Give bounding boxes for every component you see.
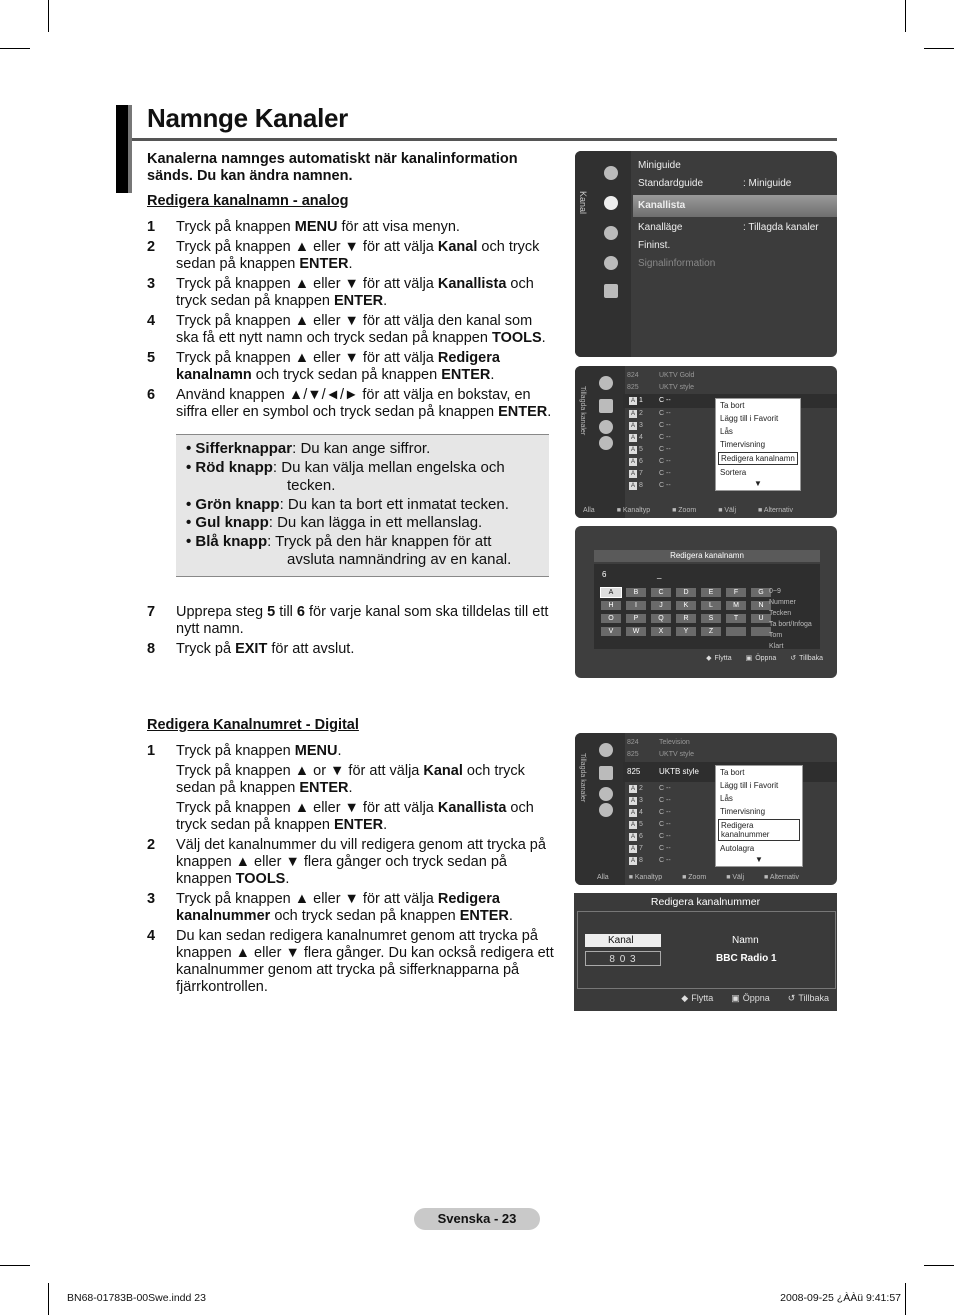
step-number: 2 [147,239,156,255]
step-text: Tryck på knappen ▲ eller ▼ för att välja den kanal som ska få ett nytt namn och tryck sedan på knappen TOOLS. [176,313,546,346]
menu-item[interactable] [633,195,837,217]
list-name: C -- [659,470,671,477]
key[interactable]: U [751,614,771,623]
step [147,837,557,888]
list-number: 2 [639,410,643,417]
list-name: Television [659,739,690,746]
footer-hint: Alla [583,507,595,514]
step [147,387,557,421]
crop-mark [0,48,30,49]
tools-popup[interactable] [715,765,803,867]
footer-hint: ■ Välj [726,874,745,881]
crop-mark [924,1265,954,1266]
list-header-row [627,370,837,382]
step-number: 1 [147,219,156,235]
bullet-text: : Du kan ta bort ett inmatat tecken. [279,495,509,513]
input-icon [604,256,618,270]
key[interactable]: I [626,601,646,610]
step [147,928,557,996]
menu-item-label: Signalinformation [638,258,716,269]
step-text: Tryck på knappen MENU. Tryck på knappen ▲ or ▼ för att välja Kanal och tryck sedan på knappen ENTER. Tryck på knappen ▲ eller ▼ för att välja Kanallista och tryck sedan på knappen ENTER. [176,743,534,833]
analog-badge: A [630,447,635,453]
step-number: 4 [147,313,156,329]
list-side-label: Tillagda kanaler [579,753,586,803]
analog-heading: Redigera kanalnamn - analog [147,193,349,209]
key[interactable]: D [676,588,696,597]
menu-item[interactable] [633,255,837,273]
crop-mark [905,0,906,32]
key[interactable]: K [676,601,696,610]
number-editor-screen [574,893,837,1011]
bullet-text: : Du kan lägga in ett mellanslag. [268,514,483,531]
analog-badge: A [630,810,635,816]
list-side-label: Tillagda kanaler [579,386,586,436]
return-icon: ↺ [787,993,796,1003]
step-number: 7 [147,604,156,620]
list-number: 824 [627,372,639,379]
programmed-icon [599,803,613,817]
channel-list-screen-1 [575,366,837,518]
list-header-row [627,382,837,394]
footer-hint: ■ Zoom [682,874,707,881]
bullet-item [176,496,549,515]
analog-badge: A [630,822,635,828]
list-number: 825 [627,751,639,758]
key[interactable]: N [751,601,771,610]
key[interactable]: V [601,627,621,636]
nav-hint-label: Tillbaka [798,993,829,1003]
popup-item[interactable]: Redigera kanalnummer [718,819,800,841]
legend-item: Ta bort/Infoga [769,621,812,628]
list-number: 1 [639,397,643,404]
analog-badge: A [630,846,635,852]
list-name: C -- [659,397,671,404]
bullet-item [176,459,549,496]
step-text: Tryck på knappen ▲ eller ▼ för att välja Kanallista och tryck sedan på knappen ENTER. [176,276,534,309]
legend-item: 0~9 [769,588,781,595]
list-number: 8 [639,482,643,489]
list-name: UKTV style [659,384,695,391]
namn-label: Namn [732,935,759,946]
bullet-box [176,434,549,577]
list-header-row [627,749,837,761]
return-icon: ↺ [790,655,797,662]
analog-badge: A [630,483,635,489]
name-value[interactable]: 6 [602,570,607,579]
bullet-item [176,440,549,459]
key[interactable]: O [601,614,621,623]
key[interactable]: A [601,588,621,597]
step-text: Tryck på knappen ▲ eller ▼ för att välja Redigera kanalnamn och tryck sedan på knappen ENTER. [176,350,500,383]
step-number: 3 [147,891,156,907]
step-text: Upprepa steg 5 till 6 för varje kanal som ska tilldelas till ett nytt namn. [176,604,549,637]
step-text: Välj det kanalnummer du vill redigera genom att trycka på knappen ▲ eller ▼ flera gånger och tryck sedan på knappen TOOLS. [176,837,546,887]
enter-icon: ▣ [745,655,753,662]
list-number: 825 [627,384,639,391]
list-name: C -- [659,845,671,852]
picture-icon [604,166,618,180]
list-name: C -- [659,482,671,489]
key[interactable]: P [626,614,646,623]
key[interactable]: M [726,601,746,610]
key[interactable]: S [701,614,721,623]
menu-item[interactable] [633,219,837,237]
nav-hint [790,654,823,662]
step [147,350,557,384]
step-text: Tryck på knappen MENU för att visa menyn. [176,219,460,235]
page-title: Namnge Kanaler [147,103,348,133]
step-number: 6 [147,387,156,403]
list-name: UKTV Gold [659,372,695,379]
popup-item[interactable]: Ta bort [720,768,745,777]
step-number: 4 [147,928,156,944]
nav-hint-label: Flytta [714,655,732,662]
step-number: 8 [147,641,156,657]
key[interactable]: B [626,588,646,597]
list-name: C -- [659,797,671,804]
footer-hint: ■ Zoom [672,507,697,514]
list-name: C -- [659,785,671,792]
analog-steps [147,219,557,424]
step-text: Tryck på EXIT för att avslut. [176,641,355,657]
step-number: 2 [147,837,156,853]
bullet-item [176,533,549,570]
tools-popup[interactable] [715,398,801,491]
channel-number-field[interactable]: 8 0 3 [585,951,661,966]
step [147,604,557,638]
legend-item: Nummer [769,599,796,606]
step [147,313,557,347]
list-number: 2 [639,785,643,792]
legend-item: Tecken [769,610,792,617]
nav-hint-label: Öppna [755,655,777,662]
channel-list-screen-2 [575,733,837,885]
footer-hint: ■ Kanaltyp [616,507,651,514]
slug-right: 2008-09-25 ¿ÀÀü 9:41:57 [780,1292,901,1304]
kanal-label: Kanal [585,934,661,947]
footer-hint: Alla [597,874,609,881]
nav-hint [681,993,713,1004]
list-number: 3 [639,797,643,804]
channel-icon [604,196,618,210]
list-header-row [627,737,837,749]
menu-item-label: Kanalläge [638,222,683,233]
list-name: C -- [659,422,671,429]
menu-item[interactable] [633,175,837,193]
favorite-icon [599,420,613,434]
list-number: 6 [639,833,643,840]
number-editor-title: Redigera kanalnummer [650,896,761,908]
key[interactable]: X [651,627,671,636]
list-number: 8 [639,857,643,864]
legend-item: Klart [769,643,784,650]
nav-hint [706,654,732,662]
added-icon [599,766,613,780]
popup-item[interactable]: Lås [720,794,733,803]
editor-title: Redigera kanalnamn [594,550,820,562]
menu-item-label: Miniguide [638,160,681,171]
step [147,276,557,310]
step [147,641,557,658]
list-name: C -- [659,458,671,465]
channel-menu-screen [575,151,837,357]
bullet-label: • Gul knapp [186,514,269,531]
crop-mark [0,1265,30,1266]
step-text: Använd knappen ▲/▼/◄/► för att välja en bokstav, en siffra eller en symbol och tryck sedan på knappen ENTER. [176,387,552,420]
move-icon: ◆ [706,655,712,662]
bullet-label: • Grön knapp [186,495,280,513]
key[interactable]: G [751,588,771,597]
key[interactable]: F [726,588,746,597]
list-name: C -- [659,434,671,441]
bullet-text: : Du kan ange siffror. [292,440,431,457]
nav-hint-label: Öppna [742,993,770,1003]
list-number: 7 [639,845,643,852]
intro-text: Kanalerna namnges automatiskt när kanalinformation sänds. Du kan ändra namnen. [147,151,518,184]
list-name: C -- [659,809,671,816]
step [147,743,557,834]
menu-item-value: : Tillagda kanaler [743,222,819,233]
step-text: Du kan sedan redigera kanalnumret genom att trycka på knappen ▲ eller ▼ flera gånger. Du kan också redigera ett kanalnummer genom att trycka på sifferknapparna på fjärrkontrollen. [176,928,554,995]
popup-item[interactable]: Lägg till i Favorit [720,781,779,790]
list-number: 6 [639,458,643,465]
all-icon [599,376,613,390]
list-number: 5 [639,446,643,453]
analog-steps-2 [147,604,557,661]
digital-steps [147,743,557,999]
legend-item: Tom [769,632,783,639]
list-number: 824 [627,739,639,746]
list-name: C -- [659,410,671,417]
channel-name-value: BBC Radio 1 [716,953,777,964]
setup-icon [604,226,618,240]
popup-item[interactable]: Timervisning [720,440,766,449]
analog-badge: A [630,435,635,441]
list-number: 825 [627,767,641,776]
key[interactable]: W [626,627,646,636]
step [147,239,557,273]
menu-side-label: Kanal [578,191,588,215]
title-rule [132,138,837,141]
popup-item[interactable]: Lås [720,427,733,436]
bullet-item [176,514,549,533]
name-cursor: _ [657,570,662,579]
analog-badge: A [630,471,635,477]
footer-hint: ■ Alternativ [758,507,794,514]
added-icon [599,399,613,413]
list-number: 7 [639,470,643,477]
crop-mark [48,0,49,32]
list-number: 4 [639,809,643,816]
list-number: 4 [639,434,643,441]
title-accent-bar [128,105,132,193]
list-name: C -- [659,446,671,453]
step-number: 1 [147,743,156,759]
menu-item[interactable] [633,157,837,175]
popup-item[interactable]: Ta bort [720,401,745,410]
nav-hint-label: Flytta [691,993,714,1003]
bullet-continuation: avsluta namnändring av en kanal. [287,551,512,568]
bullet-text: : Du kan välja mellan engelska och [272,458,505,476]
all-icon [599,743,613,757]
key[interactable]: H [601,601,621,610]
menu-item-label: Fininst. [638,240,671,251]
move-icon: ◆ [681,993,689,1003]
slug-left: BN68-01783B-00Swe.indd 23 [67,1292,206,1304]
key[interactable]: R [676,614,696,623]
key[interactable] [726,627,746,636]
enter-icon: ▣ [731,993,740,1003]
nav-hint-label: Tillbaka [799,655,823,662]
favorite-icon [599,787,613,801]
analog-badge: A [630,858,635,864]
key[interactable]: Q [651,614,671,623]
bullet-text: : Tryck på den här knappen för att [267,532,492,550]
menu-item-label: Standardguide [638,178,704,189]
crop-mark [48,1283,49,1315]
menu-item-value: : Miniguide [743,178,792,189]
list-number: 5 [639,821,643,828]
step-text: Tryck på knappen ▲ eller ▼ för att välja Kanal och tryck sedan på knappen ENTER. [176,239,540,272]
step [147,219,557,236]
list-name: UKTB style [659,767,700,776]
step [147,891,557,925]
key[interactable]: C [651,588,671,597]
popup-item[interactable]: Timervisning [720,807,766,816]
nav-hint [746,654,777,662]
list-name: C -- [659,833,671,840]
list-name: UKTV style [659,751,695,758]
key[interactable]: E [701,588,721,597]
application-icon [604,284,618,298]
analog-badge: A [630,398,635,404]
step-number: 3 [147,276,156,292]
programmed-icon [599,436,613,450]
analog-badge: A [630,786,635,792]
menu-item-label: Kanallista [638,200,686,211]
footer-hint: ■ Välj [718,507,737,514]
crop-mark [905,1283,906,1315]
character-keyboard[interactable] [601,588,771,636]
menu-item[interactable] [633,237,837,255]
key[interactable]: J [651,601,671,610]
analog-badge: A [630,459,635,465]
crop-mark [924,48,954,49]
popup-more-arrow: ▼ [754,479,762,488]
bullet-label: • Sifferknappar [186,440,293,457]
list-number: 3 [639,422,643,429]
list-name: C -- [659,857,671,864]
list-name: C -- [659,821,671,828]
key[interactable]: Z [701,627,721,636]
footer-hint: ■ Kanaltyp [628,874,663,881]
bullet-label: • Blå knapp [186,532,268,550]
step-text: Tryck på knappen ▲ eller ▼ för att välja Redigera kanalnummer och tryck sedan på knappen ENTER. [176,891,513,924]
key[interactable]: T [726,614,746,623]
bullet-continuation: tecken. [287,477,336,494]
step-number: 5 [147,350,156,366]
footer-hint: ■ Alternativ [764,874,800,881]
popup-item[interactable]: Redigera kanalnamn [718,452,798,465]
nav-hint [731,993,770,1004]
digital-heading: Redigera Kanalnumret - Digital [147,717,359,733]
popup-item[interactable]: Sortera [720,468,747,477]
nav-hint [788,993,829,1004]
name-editor-screen [575,526,837,678]
key[interactable] [751,627,771,636]
analog-badge: A [630,423,635,429]
analog-badge: A [630,834,635,840]
key[interactable]: L [701,601,721,610]
popup-more-arrow: ▼ [755,855,763,864]
analog-badge: A [630,411,635,417]
analog-badge: A [630,798,635,804]
popup-item[interactable]: Lägg till i Favorit [720,414,779,423]
popup-item[interactable]: Autolagra [720,844,755,853]
page-number-badge: Svenska - 23 [414,1208,540,1230]
bullet-label: • Röd knapp [186,458,273,476]
key[interactable]: Y [676,627,696,636]
